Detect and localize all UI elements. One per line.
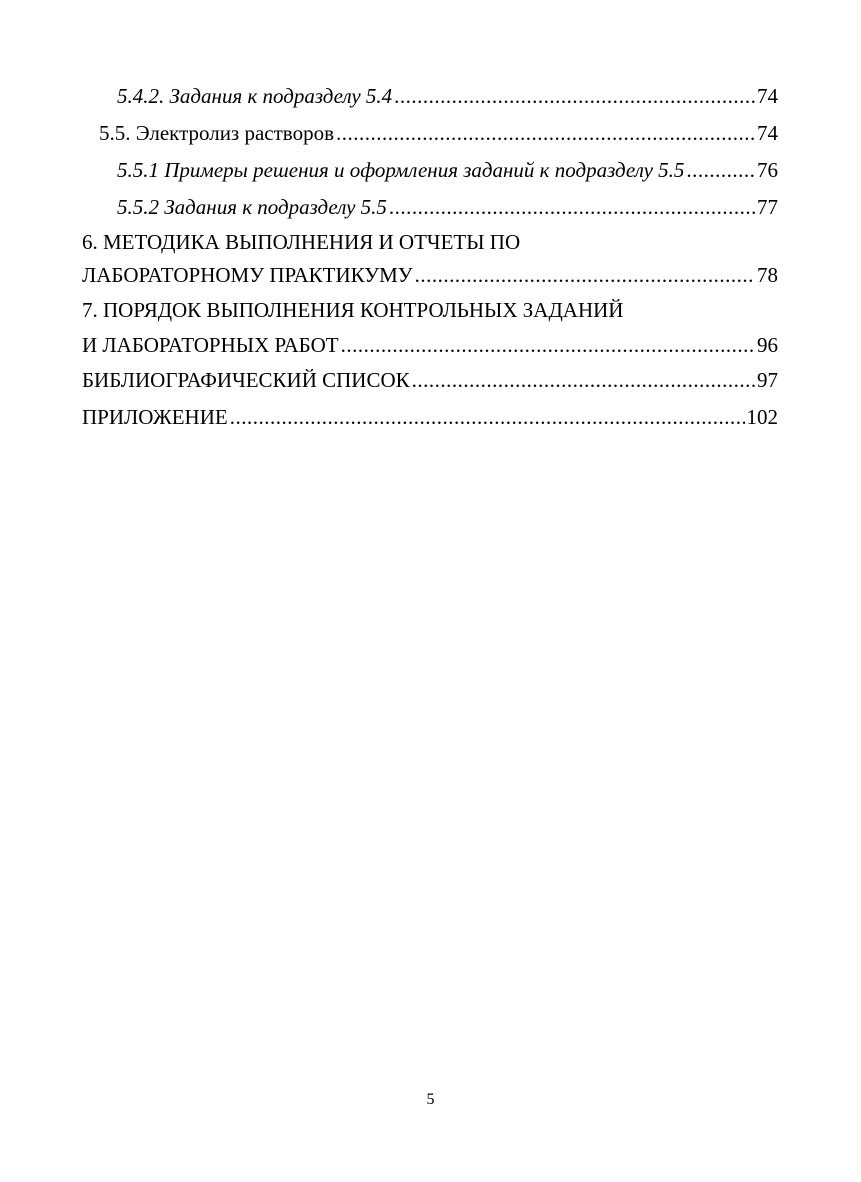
toc-entry: [82, 78, 778, 115]
toc-entry-title: 5.5.1 Примеры решения и оформления заданий к подразделу 5.5: [117, 158, 685, 182]
dot-leader: [415, 259, 755, 292]
toc-entry-title-continued: ЛАБОРАТОРНОМУ ПРАКТИКУМУ: [82, 263, 413, 287]
toc-entry-title-continued: И ЛАБОРАТОРНЫХ РАБОТ: [82, 333, 339, 357]
toc-entry: [82, 115, 778, 152]
dot-leader: [686, 152, 755, 189]
toc-entry-page: 76: [757, 158, 778, 182]
toc-entry-page: 78: [757, 263, 778, 287]
dot-leader: [394, 78, 755, 115]
toc-entry: [82, 292, 778, 362]
toc-entry-title: 5.4.2. Задания к подразделу 5.4: [117, 84, 393, 108]
toc-entry-continuation: [82, 329, 778, 362]
toc-entry-page: 77: [757, 195, 778, 219]
toc-entry-page: 96: [757, 333, 778, 357]
toc-entry-page: 102: [746, 405, 778, 429]
dot-leader: [230, 399, 745, 436]
toc-entry: [82, 152, 778, 189]
table-of-contents: [82, 78, 778, 436]
toc-entry-page: 74: [757, 84, 778, 108]
toc-entry-page: 74: [757, 121, 778, 145]
toc-entry-title: БИБЛИОГРАФИЧЕСКИЙ СПИСОК: [82, 368, 410, 392]
dot-leader: [412, 362, 755, 399]
toc-entry: [82, 362, 778, 399]
toc-entry-page: 97: [757, 368, 778, 392]
toc-entry-title: 5.5. Электролиз растворов: [99, 121, 334, 145]
toc-entry-continuation: [82, 259, 778, 292]
dot-leader: [389, 189, 755, 226]
dot-leader: [336, 115, 755, 152]
toc-entry-title: 6. МЕТОДИКА ВЫПОЛНЕНИЯ И ОТЧЕТЫ ПО: [82, 230, 521, 254]
toc-entry-title: 5.5.2 Задания к подразделу 5.5: [117, 195, 387, 219]
toc-entry: [82, 189, 778, 226]
toc-entry: [82, 226, 778, 292]
dot-leader: [341, 329, 755, 362]
toc-entry: [82, 399, 778, 436]
toc-entry-title: 7. ПОРЯДОК ВЫПОЛНЕНИЯ КОНТРОЛЬНЫХ ЗАДАНИЙ: [82, 298, 624, 322]
toc-entry-title: ПРИЛОЖЕНИЕ: [82, 405, 228, 429]
page-number: 5: [426, 1091, 435, 1108]
